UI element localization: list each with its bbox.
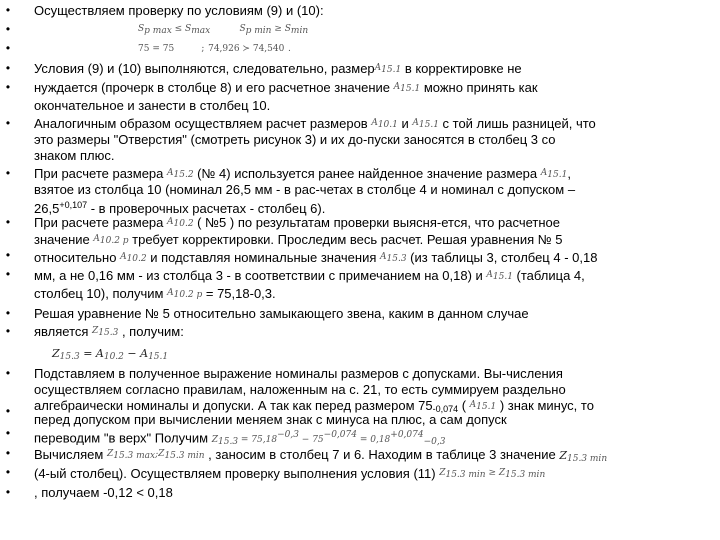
bullet: • — [5, 426, 11, 440]
bullet: • — [5, 306, 11, 320]
symbol: A15.1 — [393, 82, 421, 95]
formula-line — [138, 22, 308, 39]
symbol: A10.2 p — [167, 288, 203, 301]
text-line: алгебраически номиналы и допуски. А так как перед размером $75_{-0,074}$ ( A15.1 ) знак минус, то — [34, 398, 594, 414]
symbol: A15.1 — [486, 270, 513, 283]
text-line: Аналогичным образом осуществляем расчет размеров A10.1 и A15.1 с той лишь разницей, что — [34, 116, 596, 133]
bullet: • — [5, 80, 11, 94]
symbol: A15.3 — [380, 252, 407, 265]
symbol: $Z_{15.3 min}$ — [559, 449, 608, 464]
symbol: A15.1 — [412, 118, 439, 131]
bullet: • — [5, 446, 11, 460]
text-line: мм, а не 0,16 мм - из столбца 3 - в соответствии с примечанием на 0,18) и A15.1 (таблица 4, — [34, 268, 585, 285]
bullet: • — [5, 248, 11, 262]
text-line: При расчете размера A10.2 ( №5 ) по результатам проверки выясня-ется, что расчетное — [34, 215, 560, 232]
symbol: Z15.3 min — [158, 449, 205, 462]
text-line: это размеры "Отверстия" (смотреть рисунок 3) и их до-пуски заносятся в столбец 3 со — [34, 132, 556, 147]
bullet: • — [5, 61, 11, 75]
separator: ; — [201, 44, 205, 55]
text-line: взятое из столбца 10 (номинал 26,5 мм - в рас-четах в столбце 4 и номинал с допуском – — [34, 182, 576, 197]
bullet: • — [5, 166, 11, 180]
separator: ; — [155, 450, 159, 461]
formula-line — [138, 41, 291, 57]
text-line: При расчете размера A15.2 (№ 4) используется ранее найденное значение размера A15.1, — [34, 166, 571, 183]
formula: Z15.3 min ≥ Z15.3 min — [439, 468, 546, 481]
text-line: значение A10.2 p требует корректировки. Проследим весь расчет. Решая уравнения № 5 — [34, 232, 563, 249]
symbol: Z15.3 max — [106, 449, 156, 462]
text-line: перед допуском при вычислении меняем знак с минуса на плюс, а сам допуск — [34, 412, 507, 427]
text-line: нуждается (прочерк в столбце 8) и его расчетное значение A15.1 можно принять как — [34, 80, 538, 97]
symbol: A10.2 — [167, 217, 194, 230]
symbol: A10.2 p — [93, 234, 129, 247]
formula: Z15.3 = 75,18−0,3 − 75−0,074 = 0,18+0,074−0,3 — [211, 430, 446, 447]
symbol: Z15.3 — [92, 326, 119, 339]
bullet: • — [5, 41, 11, 55]
text-line: Вычисляем Z15.3 max;Z15.3 min , заносим в столбец 7 и 6. Находим в таблице 3 значение $Z_{15.3 min}$ — [34, 447, 608, 464]
symbol: A15.1 — [374, 63, 402, 76]
text-line: $26,5^{+0,107}$ - в проверочных расчетах - столбец 6). — [34, 200, 326, 216]
formula: 74,926 ≻ 74,540 — [208, 44, 285, 55]
symbol: A15.1 — [540, 168, 568, 181]
text-line: является Z15.3 , получим: — [34, 324, 184, 341]
bullet: • — [5, 324, 11, 338]
text-line: относительно A10.2 и подставляя номинальные значения A15.3 (из таблицы 3, столбец 4 - 0,18 — [34, 250, 597, 267]
symbol: A15.1 — [469, 400, 497, 413]
bullet: • — [5, 366, 11, 380]
text-line: Подставляем в полученное выражение номиналы размеров с допусками. Вы-числения — [34, 366, 563, 381]
bullet: • — [5, 3, 11, 17]
text-line: Осуществляем проверку по условиям (9) и (10): — [34, 3, 324, 18]
text-line: осуществляем согласно правилам, наложенным на с. 21, то есть суммируем раздельно — [34, 382, 566, 397]
text-line: знаком плюс. — [34, 148, 115, 163]
formula: Sp min ≥ Smin — [239, 24, 309, 37]
symbol: A10.1 — [371, 118, 398, 131]
symbol: A15.2 — [167, 168, 194, 181]
symbol: A10.2 — [120, 252, 147, 265]
bullet: • — [5, 404, 11, 418]
formula: $Z_{15.3} = A_{10.2} - A_{15.1}$ — [52, 347, 169, 362]
text-line: Решая уравнение № 5 относительно замыкающего звена, каким в данном случае — [34, 306, 529, 321]
text-line: столбец 10), получим A10.2 p = 75,18-0,3. — [34, 286, 276, 303]
period: . — [287, 44, 291, 55]
text-line: Условия (9) и (10) выполняются, следовательно, размерA15.1 в корректировке не — [34, 61, 522, 78]
text-line: переводим "в верх" Получим Z15.3 = 75,18−0,3 − 75−0,074 = 0,18+0,074−0,3 — [34, 428, 445, 450]
bullet: • — [5, 215, 11, 229]
text-line: , получаем -0,12 < 0,18 — [34, 485, 173, 500]
bullet: • — [5, 116, 11, 130]
formula: Sp max ≤ Smax — [138, 24, 211, 37]
formula: 75 = 75 — [138, 44, 175, 55]
bullet: • — [5, 267, 11, 281]
formula-line — [52, 345, 168, 365]
text-line: окончательное и занести в столбец 10. — [34, 98, 271, 113]
text-line: (4-ый столбец). Осуществляем проверку выполнения условия (11) Z15.3 min ≥ Z15.3 min — [34, 466, 545, 483]
bullet: • — [5, 485, 11, 499]
bullet: • — [5, 22, 11, 36]
bullet: • — [5, 465, 11, 479]
